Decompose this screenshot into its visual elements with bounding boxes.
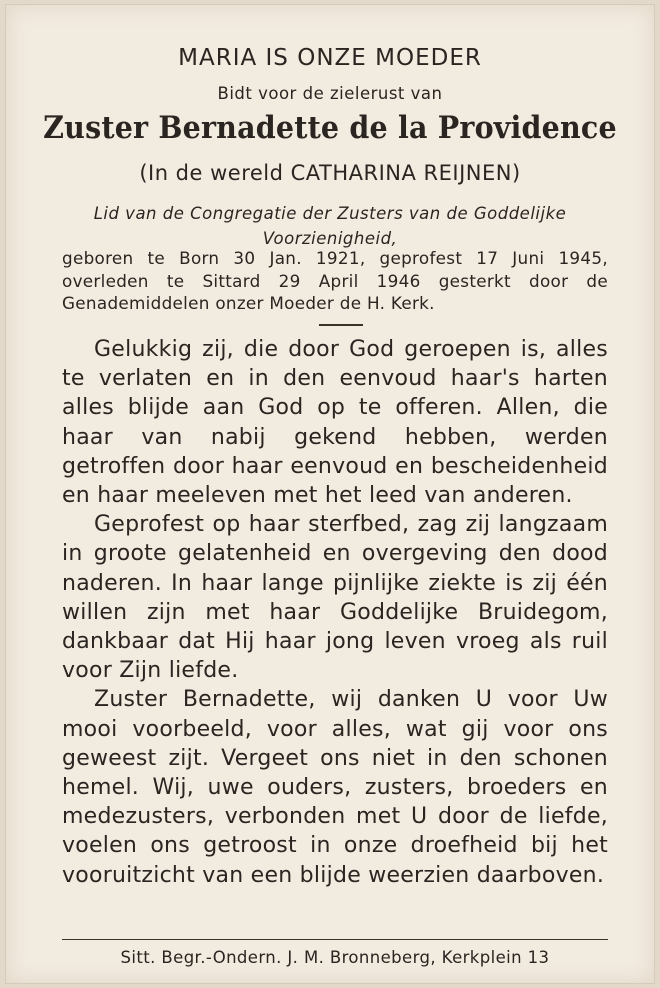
life-dates: geboren te Born 30 Jan. 1921, geprofest 17 Juni 1945, overleden te Sittard 29 April 1946 gesterkt door de Genademiddelen onzer Moeder de H. Kerk. <box>62 248 608 313</box>
divider-short <box>319 324 363 326</box>
congregation <box>6 201 654 251</box>
prayer-request: Bidt voor de zielerust van <box>217 84 443 103</box>
congregation-line-2: Voorzienigheid, <box>262 229 398 248</box>
paragraph: Zuster Bernadette, wij danken U voor Uw mooi voorbeeld, voor alles, wat gij voor ons geweest zijt. Vergeet ons niet in den schonen hemel. Wij, uwe ouders, zusters, broeders en medezusters, verbonden met U door de liefde, voelen ons getroost in onze droefheid bij het vooruitzicht van een blijde weerzien daarboven. <box>62 687 608 888</box>
card-header: MARIA IS ONZE MOEDER <box>178 45 482 71</box>
secular-name: (In de wereld CATHARINA REIJNEN) <box>139 161 521 185</box>
memorial-card <box>5 4 655 984</box>
divider-bottom <box>62 939 608 940</box>
congregation-line-1: Lid van de Congregatie der Zusters van de Goddelijke <box>93 204 567 223</box>
memorial-text <box>62 335 608 890</box>
printer-imprint: Sitt. Begr.-Ondern. J. M. Bronneberg, Kerkplein 13 <box>120 948 550 967</box>
paragraph: Geprofest op haar sterfbed, zag zij langzaam in groote gelatenheid en overgeving den dood naderen. In haar lange pijnlijke ziekte is zij één willen zijn met haar Goddelijke Bruidegom, dankbaar dat Hij haar jong leven vroeg als ruil voor Zijn liefde. <box>62 512 608 684</box>
deceased-name: Zuster Bernadette de la Providence <box>43 110 617 146</box>
paragraph: Gelukkig zij, die door God geroepen is, alles te verlaten en in den eenvoud haar's harten alles blijde aan God op te offeren. Allen, die haar van nabij gekend hebben, werden getroffen door haar eenvoud en bescheidenheid en haar meeleven met het leed van anderen. <box>62 337 608 509</box>
